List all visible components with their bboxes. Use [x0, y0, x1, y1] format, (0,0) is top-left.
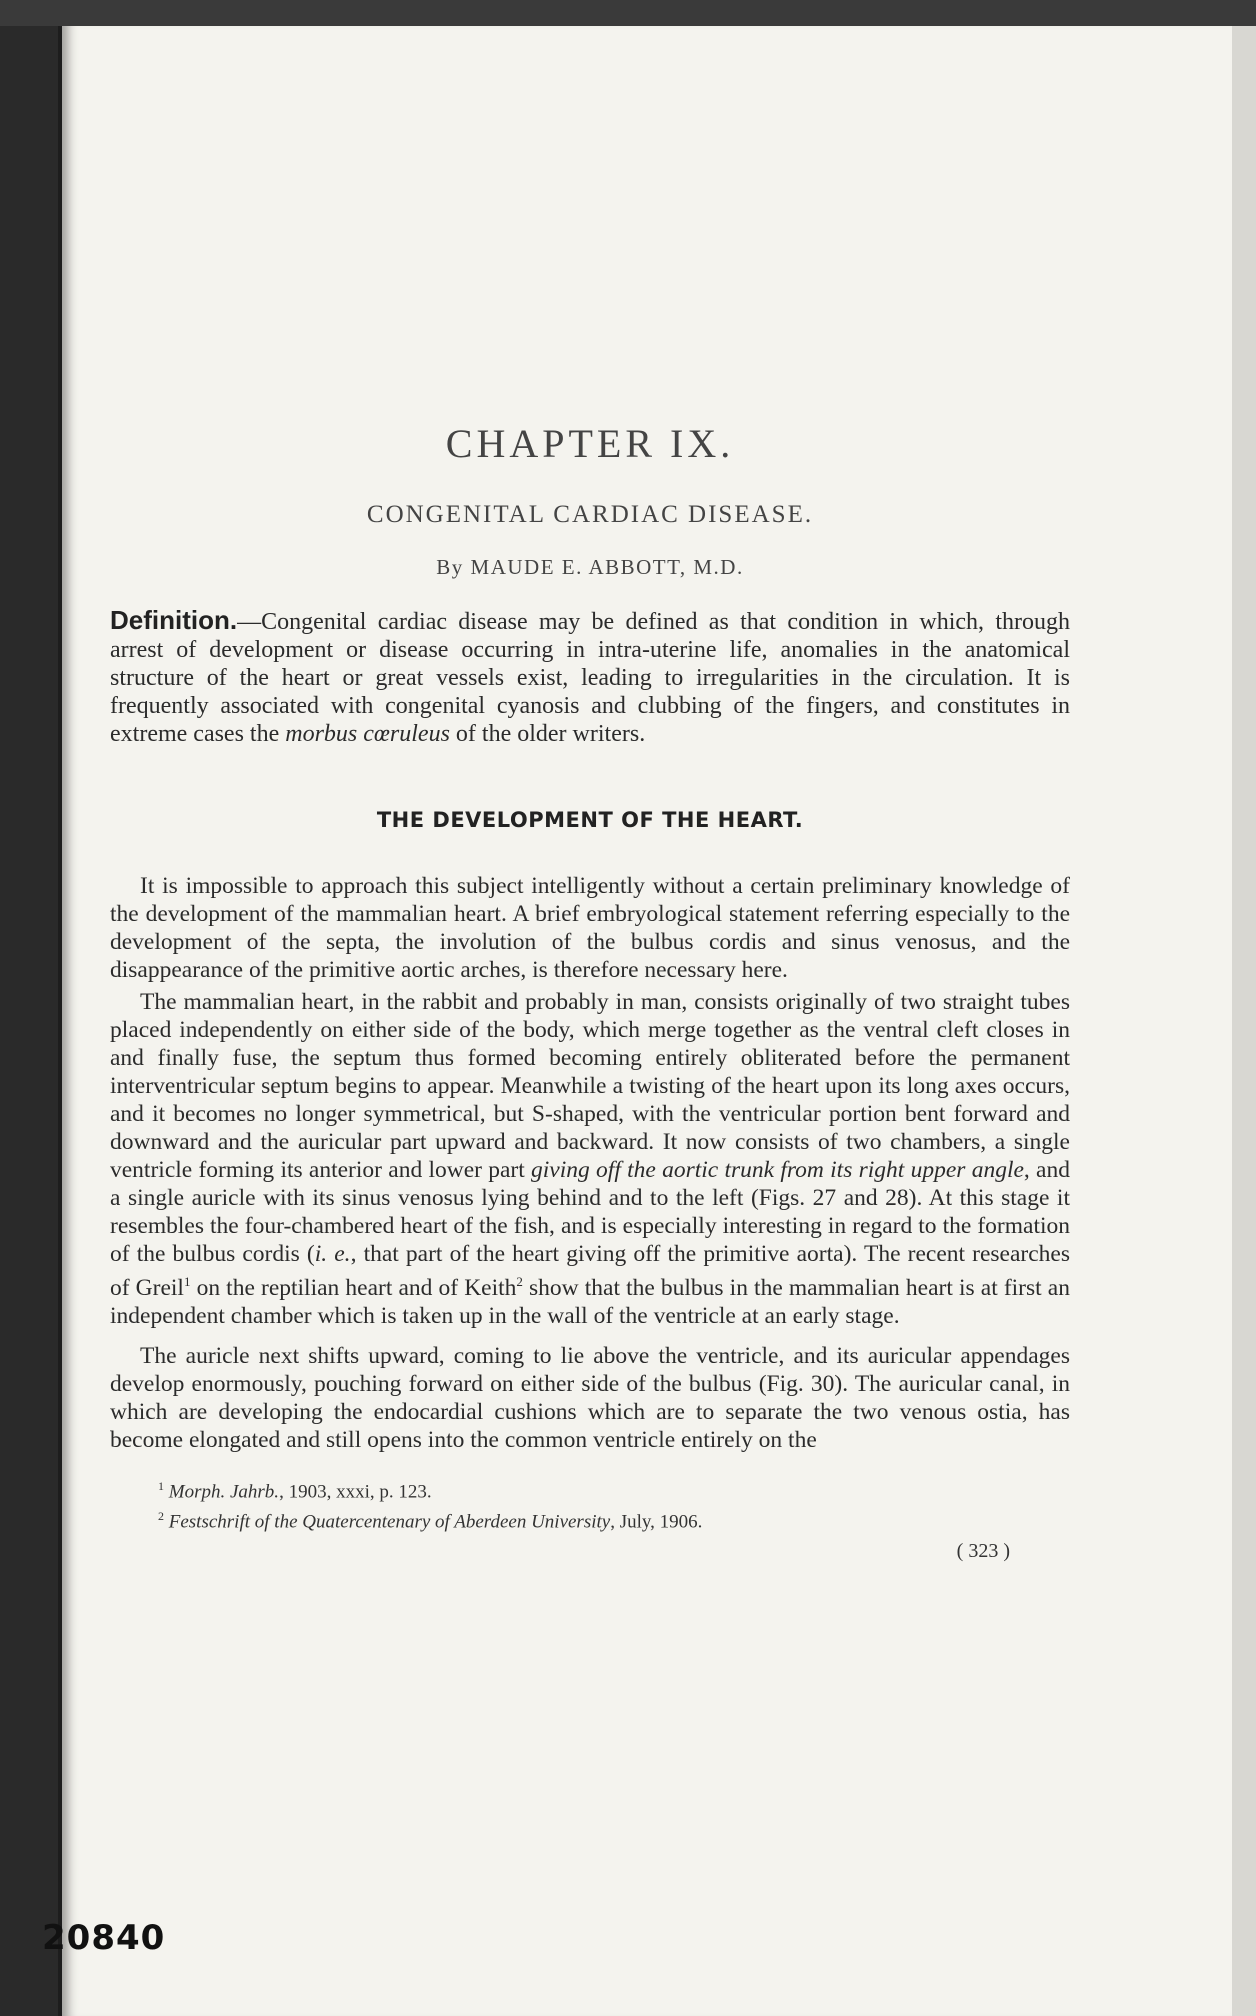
footnote-2-mark: 2: [158, 1509, 164, 1524]
footnote-ref-1: 1: [183, 1274, 191, 1289]
definition-italic-term: morbus cœruleus: [285, 721, 450, 747]
footnote-ref-2: 2: [516, 1274, 523, 1289]
paragraph-2-part-d: on the reptilian heart and of Keith: [190, 1274, 517, 1301]
definition-tail: of the older writers.: [449, 721, 646, 747]
footnote-1-mark: 1: [158, 1478, 164, 1493]
paragraph-2-ie: i. e.: [314, 1241, 351, 1267]
chapter-subtitle: CONGENITAL CARDIAC DISEASE.: [366, 501, 814, 528]
paragraph-2-part-e: show that the bulbus in the mammalian heart is at first an independent chamber which is taken up in the wall of the ventricle at an early stage.: [110, 1274, 1070, 1329]
footnote-2-text: , July, 1906.: [610, 1511, 703, 1533]
paragraph-2: [110, 988, 1070, 1330]
footnote-1-text: , 1903, xxxi, p. 123.: [279, 1481, 432, 1503]
paragraph-2-part-c: , that part of the heart giving off the primitive aorta). The recent researches of Greil: [110, 1241, 1070, 1301]
definition-lead: Definition.: [110, 605, 238, 635]
page-number: ( 323 ): [956, 1540, 1010, 1563]
footnote-2: [158, 1504, 1070, 1534]
handwritten-accession-number: 20840: [42, 1918, 166, 1958]
paragraph-2-italic: giving off the aortic trunk from its right upper angle: [531, 1157, 1024, 1183]
paragraph-3: The auricle next shifts upward, coming to lie above the ventricle, and its auricular appendages develop enormously, pouching forward on either side of the bulbus (Fig. 30). The auricular canal, in which are developing the endocardial cushions which are to separate the two venous ostia, has become elongated and still opens into the common ventricle entirely on the: [110, 1342, 1070, 1453]
paragraph-2-part-a: The mammalian heart, in the rabbit and probably in man, consists originally of two straight tubes placed independently on either side of the body, which merge together as the ventral cleft closes in and finally fuse, the septum thus formed becoming entirely obliterated before the permanent interventricular septum begins to appear. Meanwhile a twisting of the heart upon its long axes occurs, and it becomes no longer symmetrical, but S-shaped, with the ventricular portion bent forward and downward and the auricular part upward and backward. It now consists of two chambers, a single ventricle forming its anterior and lower part: [110, 989, 1070, 1183]
footnotes: [158, 1474, 1070, 1535]
footnote-1: [158, 1474, 1070, 1504]
page-right-edge: [1232, 26, 1256, 2016]
paragraph-1: It is impossible to approach this subject intelligently without a certain preliminary knowledge of the development of the mammalian heart. A brief embryological statement referring especially to the development of the septa, the involution of the bulbus cordis and sinus venosus, and the disappearance of the primitive aortic arches, is therefore necessary here.: [110, 873, 1070, 983]
section-heading: THE DEVELOPMENT OF THE HEART.: [376, 808, 804, 832]
author-line: By MAUDE E. ABBOTT, M.D.: [436, 555, 744, 579]
paragraph-2-part-b: , and a single auricle with its sinus venosus lying behind and to the left (Figs. 27 and 28). At this stage it resembles the four-chambered heart of the fish, and is especially interesting in regard to the formation of the bulbus cordis (: [110, 1157, 1070, 1267]
footnote-2-source: Festschrift of the Quatercentenary of Aberdeen University: [168, 1511, 611, 1533]
chapter-title: CHAPTER IX.: [445, 421, 735, 466]
footnote-1-source: Morph. Jahrb.: [168, 1481, 280, 1503]
scan-top-border: [0, 0, 1256, 26]
definition-text: —Congenital cardiac disease may be defined as that condition in which, through arrest of development or disease occurring in intra-uterine life, anomalies in the anatomical structure of the heart or great vessels exist, leading to irregularities in the circulation. It is frequently associated with congenital cyanosis and clubbing of the fingers, and constitutes in extreme cases the: [110, 609, 1070, 747]
page-content: [110, 390, 1070, 1563]
definition-paragraph: [110, 606, 1070, 748]
